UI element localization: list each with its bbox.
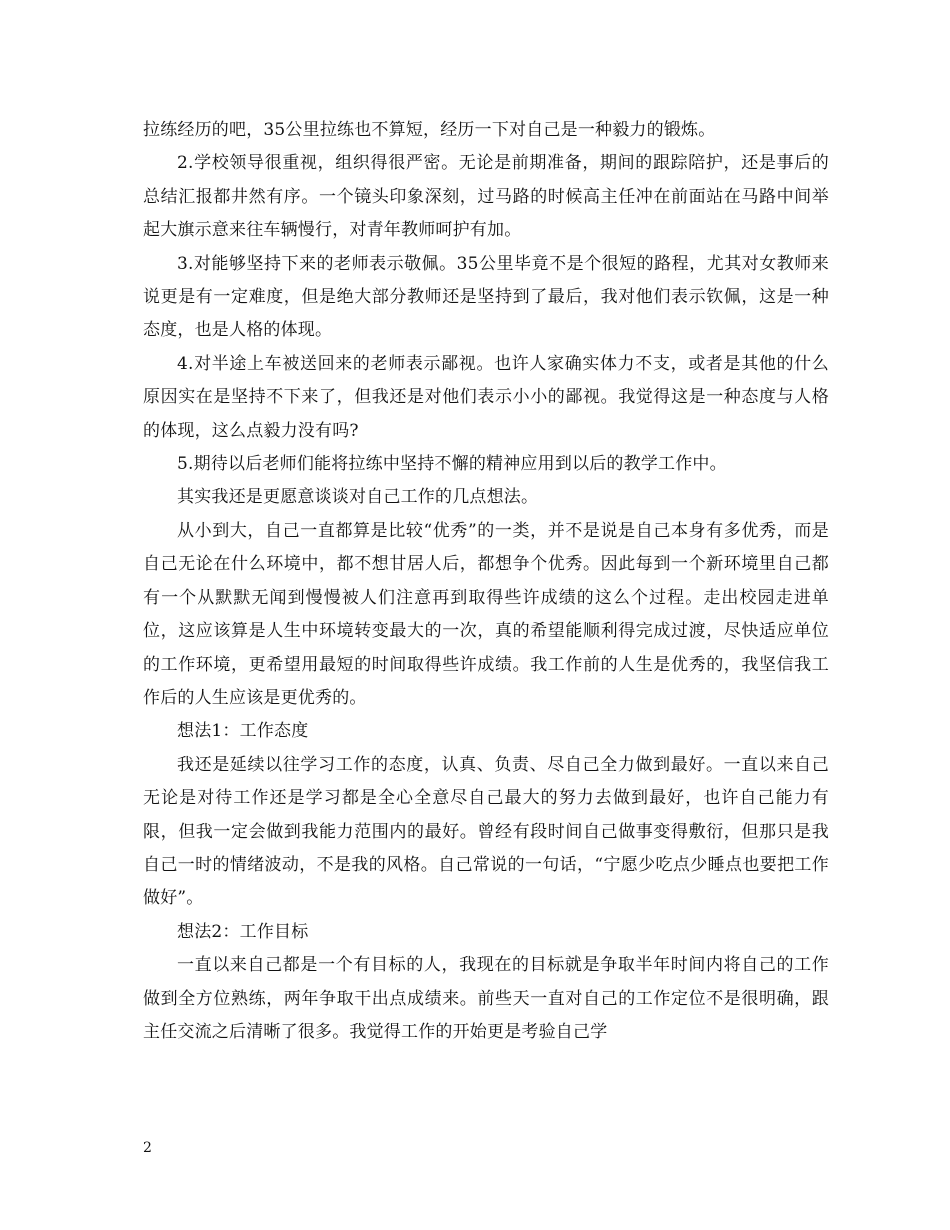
section-heading-attitude: 想法1：工作态度 bbox=[177, 721, 309, 742]
paragraph-11: 一直以来自己都是一个有目标的人，我现在的目标就是争取半年时间内将自己的工作做到全方位熟练，两年争取干出点成绩来。前些天一直对自己的工作定位不是很明确，跟主任交流之后清晰了很多。我觉得工作的开始更是考验自己学 bbox=[143, 955, 829, 1042]
paragraph-7: 从小到大，自己一直都算是比较“优秀”的一类，并不是说是自己本身有多优秀，而是自己无论在什么环境中，都不想甘居人后，都想争个优秀。因此每到一个新环境里自己都有一个从默默无闻到慢慢被人们注意再到取得些许成绩的这么个过程。走出校园走进单位，这应该算是人生中环境转变最大的一次，真的希望能顺利得完成过渡，尽快适应单位的工作环境，更希望用最短的时间取得些许成绩。我工作前的人生是优秀的，我坚信我工作后的人生应该是更优秀的。 bbox=[143, 520, 829, 708]
paragraph-4: 4.对半途上车被送回来的老师表示鄙视。也许人家确实体力不支，或者是其他的什么原因实在是坚持不下来了，但我还是对他们表示小小的鄙视。我觉得这是一种态度与人格的体现，这么点毅力没有吗? bbox=[143, 353, 829, 441]
paragraph-3: 3.对能够坚持下来的老师表示敬佩。35公里毕竟不是个很短的路程，尤其对女教师来说更是有一定难度，但是绝大部分教师还是坚持到了最后，我对他们表示钦佩，这是一种态度，也是人格的体现。 bbox=[143, 253, 829, 341]
paragraph-1: 拉练经历的吧，35公里拉练也不算短，经历一下对自己是一种毅力的锻炼。 bbox=[143, 120, 716, 140]
paragraph-6: 其实我还是更愿意谈谈对自己工作的几点想法。 bbox=[177, 487, 539, 508]
section-heading-goal: 想法2：工作目标 bbox=[177, 921, 309, 942]
paragraph-9: 我还是延续以往学习工作的态度，认真、负责、尽自己全力做到最好。一直以来自己无论是对待工作还是学习都是全心全意尽自己最大的努力去做到最好，也许自己能力有限，但我一定会做到我能力范围内的最好。曾经有段时间自己做事变得敷衍，但那只是我自己一时的情绪波动，不是我的风格。自己常说的一句话，“宁愿少吃点少睡点也要把工作做好”。 bbox=[143, 754, 829, 909]
document-body bbox=[143, 114, 829, 1049]
paragraph-5: 5.期待以后老师们能将拉练中坚持不懈的精神应用到以后的教学工作中。 bbox=[177, 454, 727, 475]
paragraph-2: 2.学校领导很重视，组织得很严密。无论是前期准备，期间的跟踪陪护，还是事后的总结汇报都井然有序。一个镜头印象深刻，过马路的时候高主任冲在前面站在马路中间举起大旗示意来往车辆慢行，对青年教师呵护有加。 bbox=[143, 153, 829, 241]
page-number: 2 bbox=[143, 1140, 152, 1156]
